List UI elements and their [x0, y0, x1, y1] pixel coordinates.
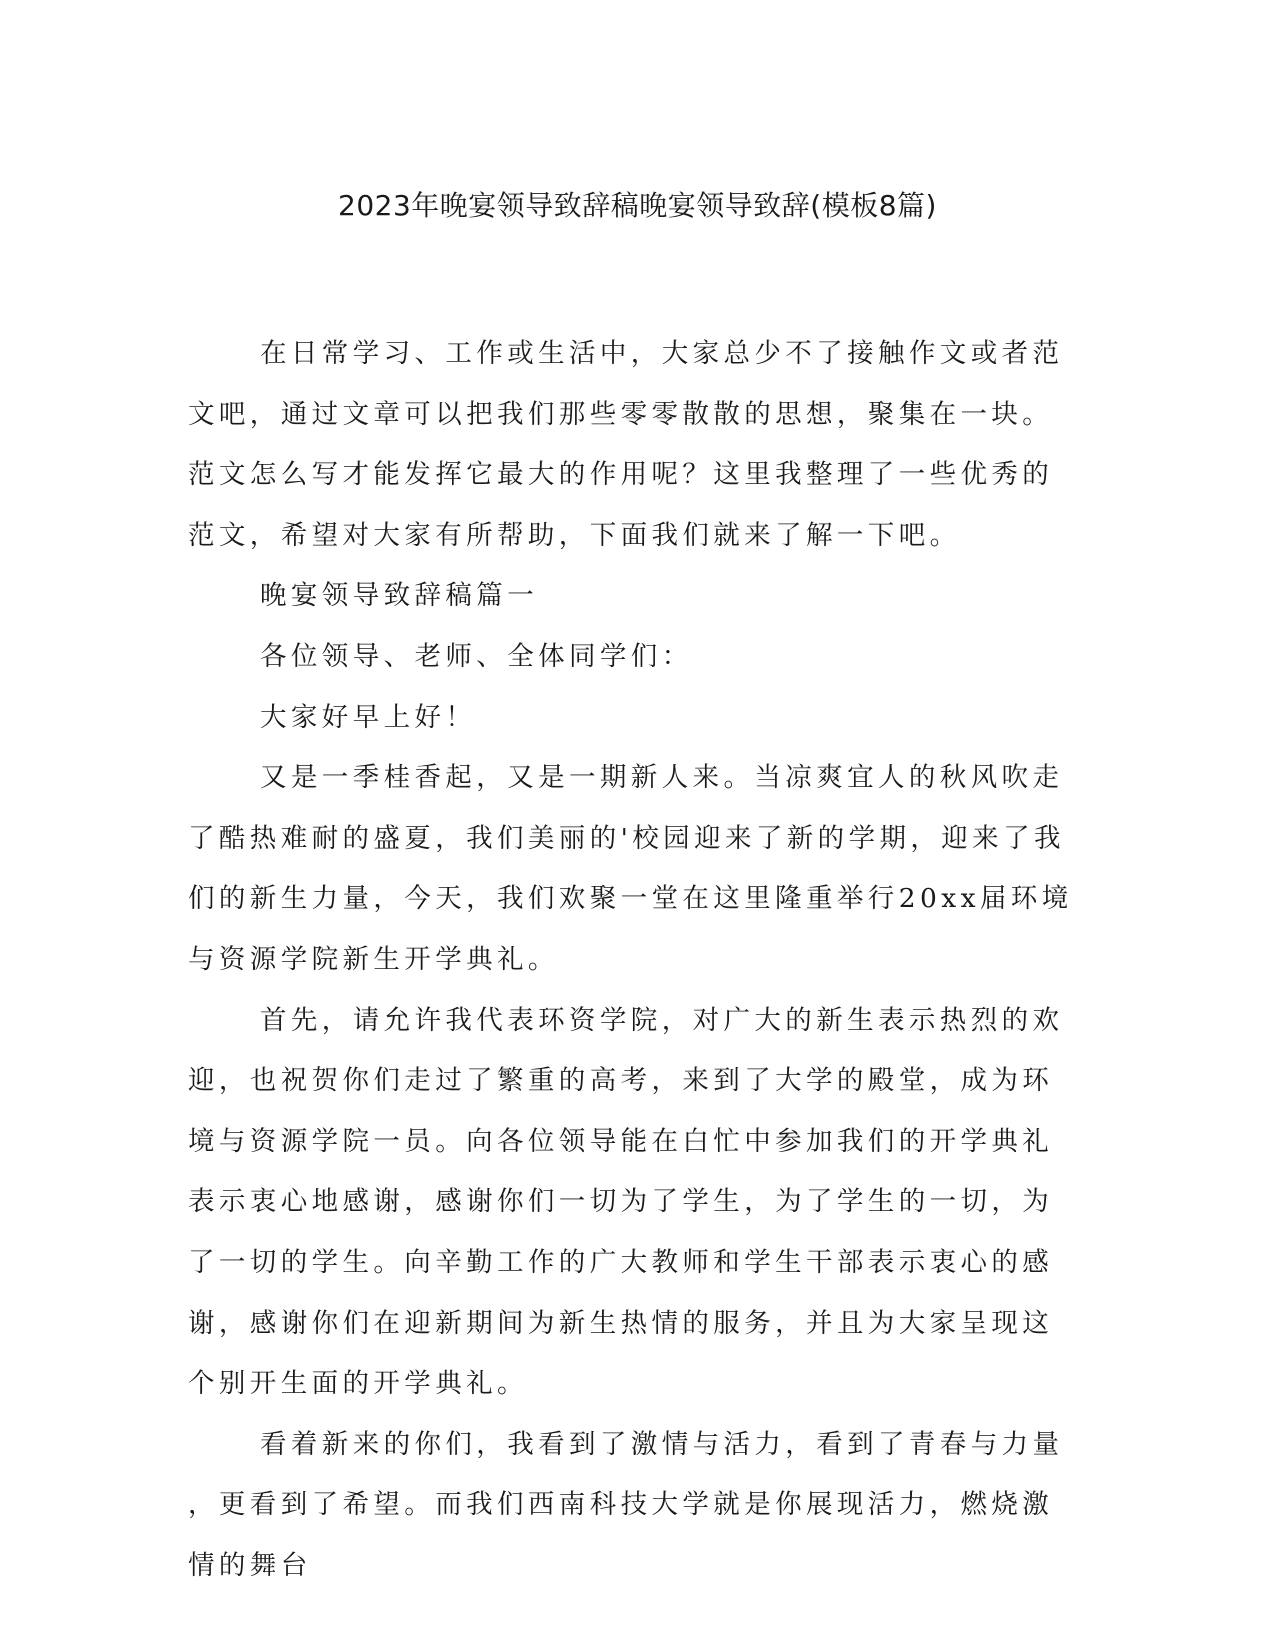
intro-paragraph: 在日常学习、工作或生活中，大家总少不了接触作文或者范文吧，通过文章可以把我们那些零零散散的思想，聚集在一块。范文怎么写才能发挥它最大的作用呢？这里我整理了一些优秀的范文，希望对大家有所帮助，下面我们就来了解一下吧。: [188, 338, 1064, 551]
body-paragraph: 首先，请允许我代表环资学院，对广大的新生表示热烈的欢迎，也祝贺你们走过了繁重的高考，来到了大学的殿堂，成为环境与资源学院一员。向各位领导能在白忙中参加我们的开学典礼表示衷心地感谢，感谢你们一切为了学生，为了学生的一切，为了一切的学生。向辛勤工作的广大教师和学生干部表示衷心的感谢，感谢你们在迎新期间为新生热情的服务，并且为大家呈现这个别开生面的开学典礼。: [188, 1004, 1064, 1400]
salutation: 各位领导、老师、全体同学们：: [260, 640, 693, 672]
body-paragraph: 又是一季桂香起，又是一期新人来。当凉爽宜人的秋风吹走了酷热难耐的盛夏，我们美丽的'校园迎来了新的学期，迎来了我们的新生力量，今天，我们欢聚一堂在这里隆重举行20xx届环境与资源学院新生开学典礼。: [188, 762, 1073, 975]
section-heading: 晚宴领导致辞稿篇一: [260, 580, 539, 612]
body-paragraph: 看着新来的你们，我看到了激情与活力，看到了青春与力量，更看到了希望。而我们西南科技大学就是你展现活力，燃烧激情的舞台: [188, 1428, 1064, 1581]
document-body: [188, 324, 1075, 1596]
document-title: 2023年晚宴领导致辞稿晚宴领导致辞(模板8篇): [338, 189, 937, 222]
greeting: 大家好早上好！: [260, 701, 477, 733]
